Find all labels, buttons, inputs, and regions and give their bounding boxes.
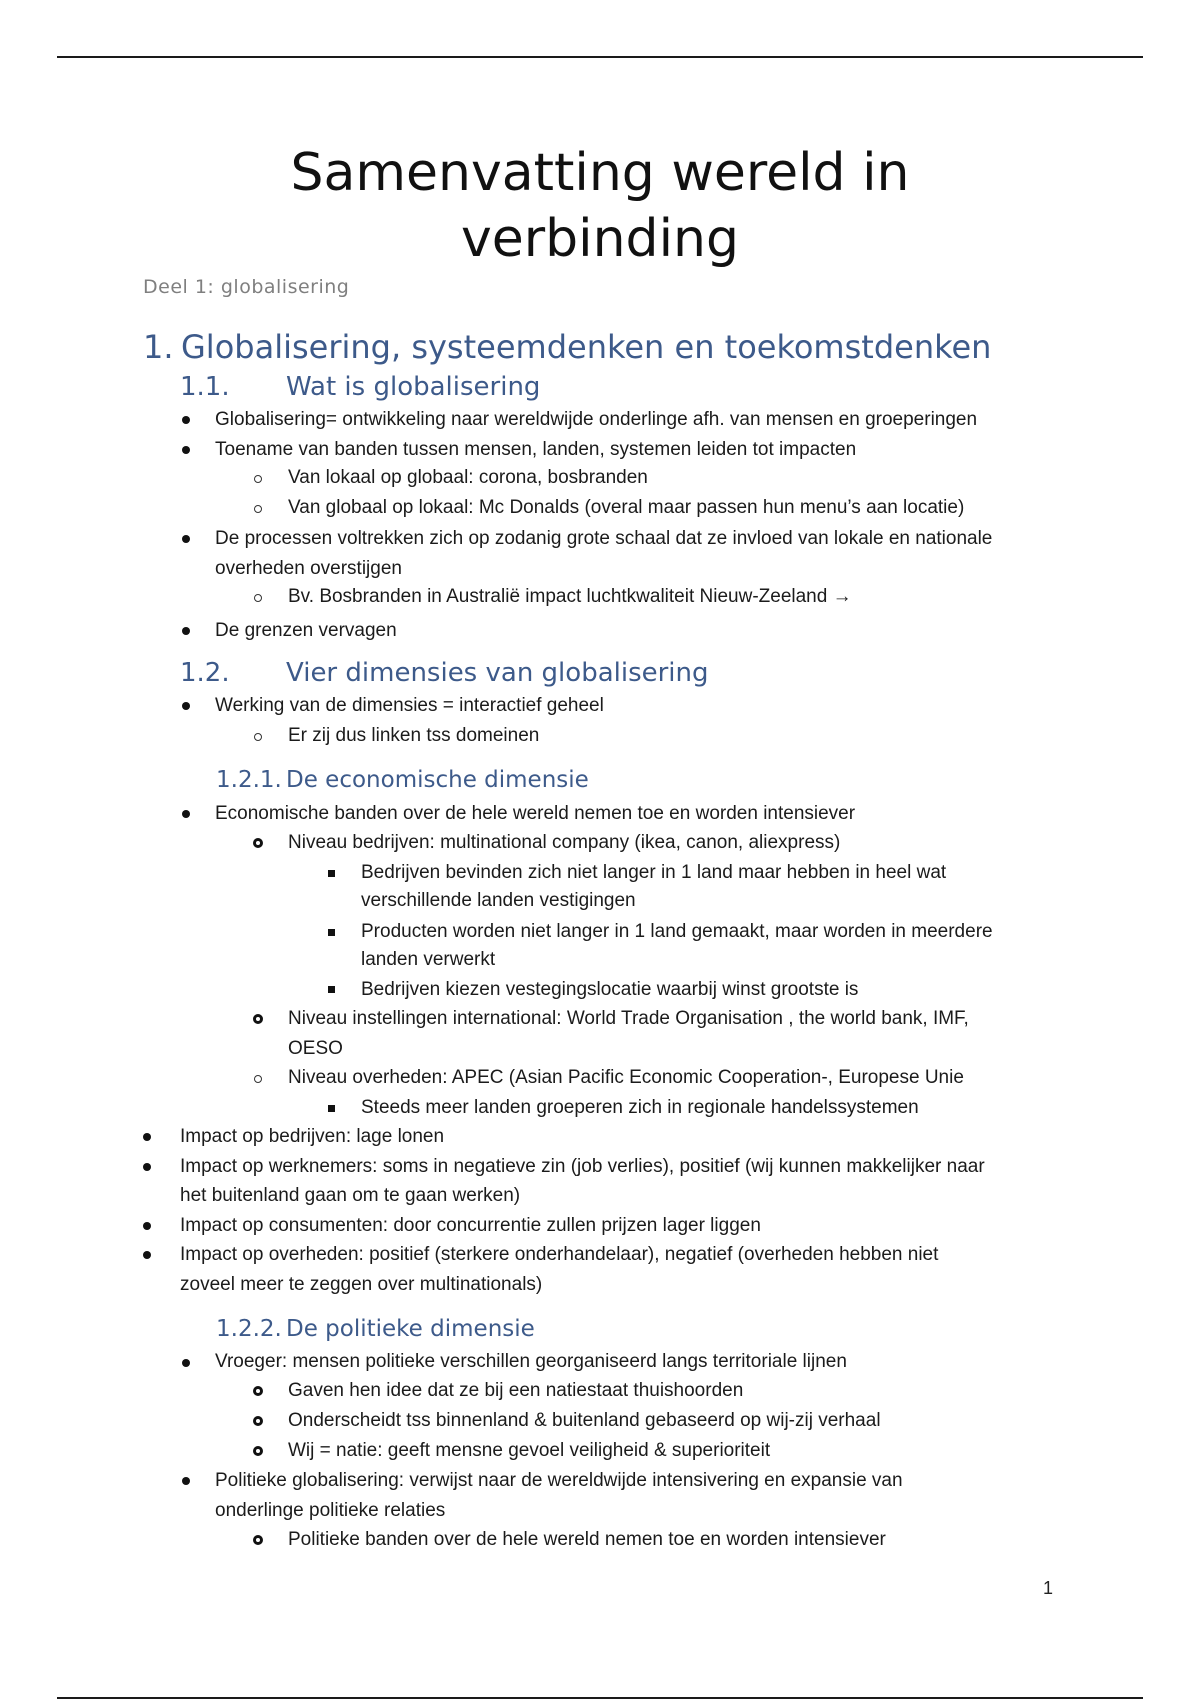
- list-item: Impact op overheden: positief (sterkere onderhandelaar), negatief (overheden hebben niet: [180, 1244, 939, 1265]
- list-item: Er zij dus linken tss domeinen: [288, 725, 540, 746]
- list-item-continuation: landen verwerkt: [361, 949, 496, 970]
- heading-section-1: [143, 327, 991, 367]
- bullet-icon: [143, 1163, 151, 1171]
- list-item: Van lokaal op globaal: corona, bosbranden: [288, 467, 648, 488]
- heading-title: De economische dimensie: [286, 767, 589, 793]
- list-item: Niveau instellingen international: World Trade Organisation , the world bank, IMF,: [288, 1008, 969, 1029]
- bullet-icon: [182, 702, 190, 710]
- heading-number: 1.2.: [180, 658, 230, 688]
- list-item: Producten worden niet langer in 1 land gemaakt, maar worden in meerdere: [361, 921, 993, 942]
- heading-number: 1.1.: [180, 372, 230, 402]
- bullet-icon: [182, 810, 190, 818]
- list-item: Van globaal op lokaal: Mc Donalds (overal maar passen hun menu’s aan locatie): [288, 497, 965, 518]
- circle-bullet-icon: [253, 1446, 263, 1456]
- heading-title: Globalisering, systeemdenken en toekomstdenken: [181, 328, 992, 366]
- list-item: Niveau bedrijven: multinational company (ikea, canon, aliexpress): [288, 832, 841, 853]
- list-item-continuation: zoveel meer te zeggen over multinationals): [180, 1274, 543, 1295]
- square-bullet-icon: [328, 1105, 335, 1112]
- bullet-icon: [182, 446, 190, 454]
- circle-bullet-icon: [254, 505, 262, 513]
- list-item-continuation: verschillende landen vestigingen: [361, 890, 636, 911]
- circle-bullet-icon: [254, 733, 262, 741]
- circle-bullet-icon: [253, 1386, 263, 1396]
- heading-title: Wat is globalisering: [286, 372, 541, 402]
- list-item: Gaven hen idee dat ze bij een natiestaat thuishoorden: [288, 1380, 744, 1401]
- list-item: Onderscheidt tss binnenland & buitenland gebaseerd op wij-zij verhaal: [288, 1410, 881, 1431]
- bullet-icon: [143, 1222, 151, 1230]
- heading-title: Vier dimensies van globalisering: [286, 658, 709, 688]
- list-item-continuation: het buitenland gaan om te gaan werken): [180, 1185, 521, 1206]
- list-item: Vroeger: mensen politieke verschillen georganiseerd langs territoriale lijnen: [215, 1351, 847, 1372]
- list-item: Toename van banden tussen mensen, landen, systemen leiden tot impacten: [215, 439, 857, 460]
- document-title: [0, 140, 1200, 272]
- circle-bullet-icon: [253, 1014, 263, 1024]
- list-item: De processen voltrekken zich op zodanig grote schaal dat ze invloed van lokale en nationale: [215, 528, 993, 549]
- list-item-continuation: onderlinge politieke relaties: [215, 1500, 446, 1521]
- bullet-icon: [182, 416, 190, 424]
- list-item: Bedrijven kiezen vestegingslocatie waarbij winst grootste is: [361, 979, 859, 1000]
- list-item: Bedrijven bevinden zich niet langer in 1 land maar hebben in heel wat: [361, 862, 947, 883]
- list-item: Bv. Bosbranden in Australië impact luchtkwaliteit Nieuw-Zeeland →: [288, 586, 852, 607]
- list-item: Politieke globalisering: verwijst naar de wereldwijde intensivering en expansie van: [215, 1470, 903, 1491]
- list-item: Steeds meer landen groeperen zich in regionale handelssystemen: [361, 1097, 919, 1118]
- heading-number: 1.2.1.: [216, 767, 282, 793]
- bullet-icon: [182, 627, 190, 635]
- list-item: Impact op consumenten: door concurrentie zullen prijzen lager liggen: [180, 1215, 761, 1236]
- page-number: 1: [1043, 1578, 1054, 1598]
- heading-title: De politieke dimensie: [286, 1316, 535, 1342]
- list-item-continuation: overheden overstijgen: [215, 558, 402, 579]
- square-bullet-icon: [328, 986, 335, 993]
- bullet-icon: [143, 1251, 151, 1259]
- square-bullet-icon: [328, 929, 335, 936]
- title-line-1: Samenvatting wereld in: [290, 143, 910, 203]
- top-rule: [57, 56, 1143, 58]
- heading-1-2-2: [216, 1314, 535, 1344]
- list-item: De grenzen vervagen: [215, 620, 397, 641]
- circle-bullet-icon: [253, 1535, 263, 1545]
- list-item: Werking van de dimensies = interactief geheel: [215, 695, 604, 716]
- bottom-rule: [57, 1697, 1143, 1699]
- bullet-icon: [143, 1133, 151, 1141]
- heading-1-2-1: [216, 765, 589, 795]
- bullet-icon: [182, 1477, 190, 1485]
- list-item: Niveau overheden: APEC (Asian Pacific Economic Cooperation-, Europese Unie: [288, 1067, 964, 1088]
- document-subtitle: Deel 1: globalisering: [143, 276, 350, 298]
- circle-bullet-icon: [253, 1416, 263, 1426]
- circle-bullet-icon: [254, 475, 262, 483]
- list-item: Globalisering= ontwikkeling naar wereldwijde onderlinge afh. van mensen en groeperingen: [215, 409, 978, 430]
- list-item: Politieke banden over de hele wereld nemen toe en worden intensiever: [288, 1529, 886, 1550]
- bullet-icon: [182, 535, 190, 543]
- list-item: Impact op bedrijven: lage lonen: [180, 1126, 445, 1147]
- heading-number: 1.2.2.: [216, 1316, 282, 1342]
- heading-1-1: [180, 371, 540, 403]
- bullet-icon: [182, 1359, 190, 1367]
- circle-bullet-icon: [254, 594, 262, 602]
- heading-1-2: [180, 657, 709, 689]
- heading-number: 1.: [143, 328, 174, 366]
- list-item: Economische banden over de hele wereld nemen toe en worden intensiever: [215, 803, 856, 824]
- list-item: Wij = natie: geeft mensne gevoel veiligheid & superioriteit: [288, 1440, 771, 1461]
- circle-bullet-icon: [253, 838, 263, 848]
- list-item: Impact op werknemers: soms in negatieve zin (job verlies), positief (wij kunnen makkelijker naar: [180, 1156, 985, 1177]
- circle-bullet-icon: [254, 1075, 262, 1083]
- title-line-2: verbinding: [461, 209, 739, 269]
- square-bullet-icon: [328, 870, 335, 877]
- list-item-continuation: OESO: [288, 1038, 343, 1059]
